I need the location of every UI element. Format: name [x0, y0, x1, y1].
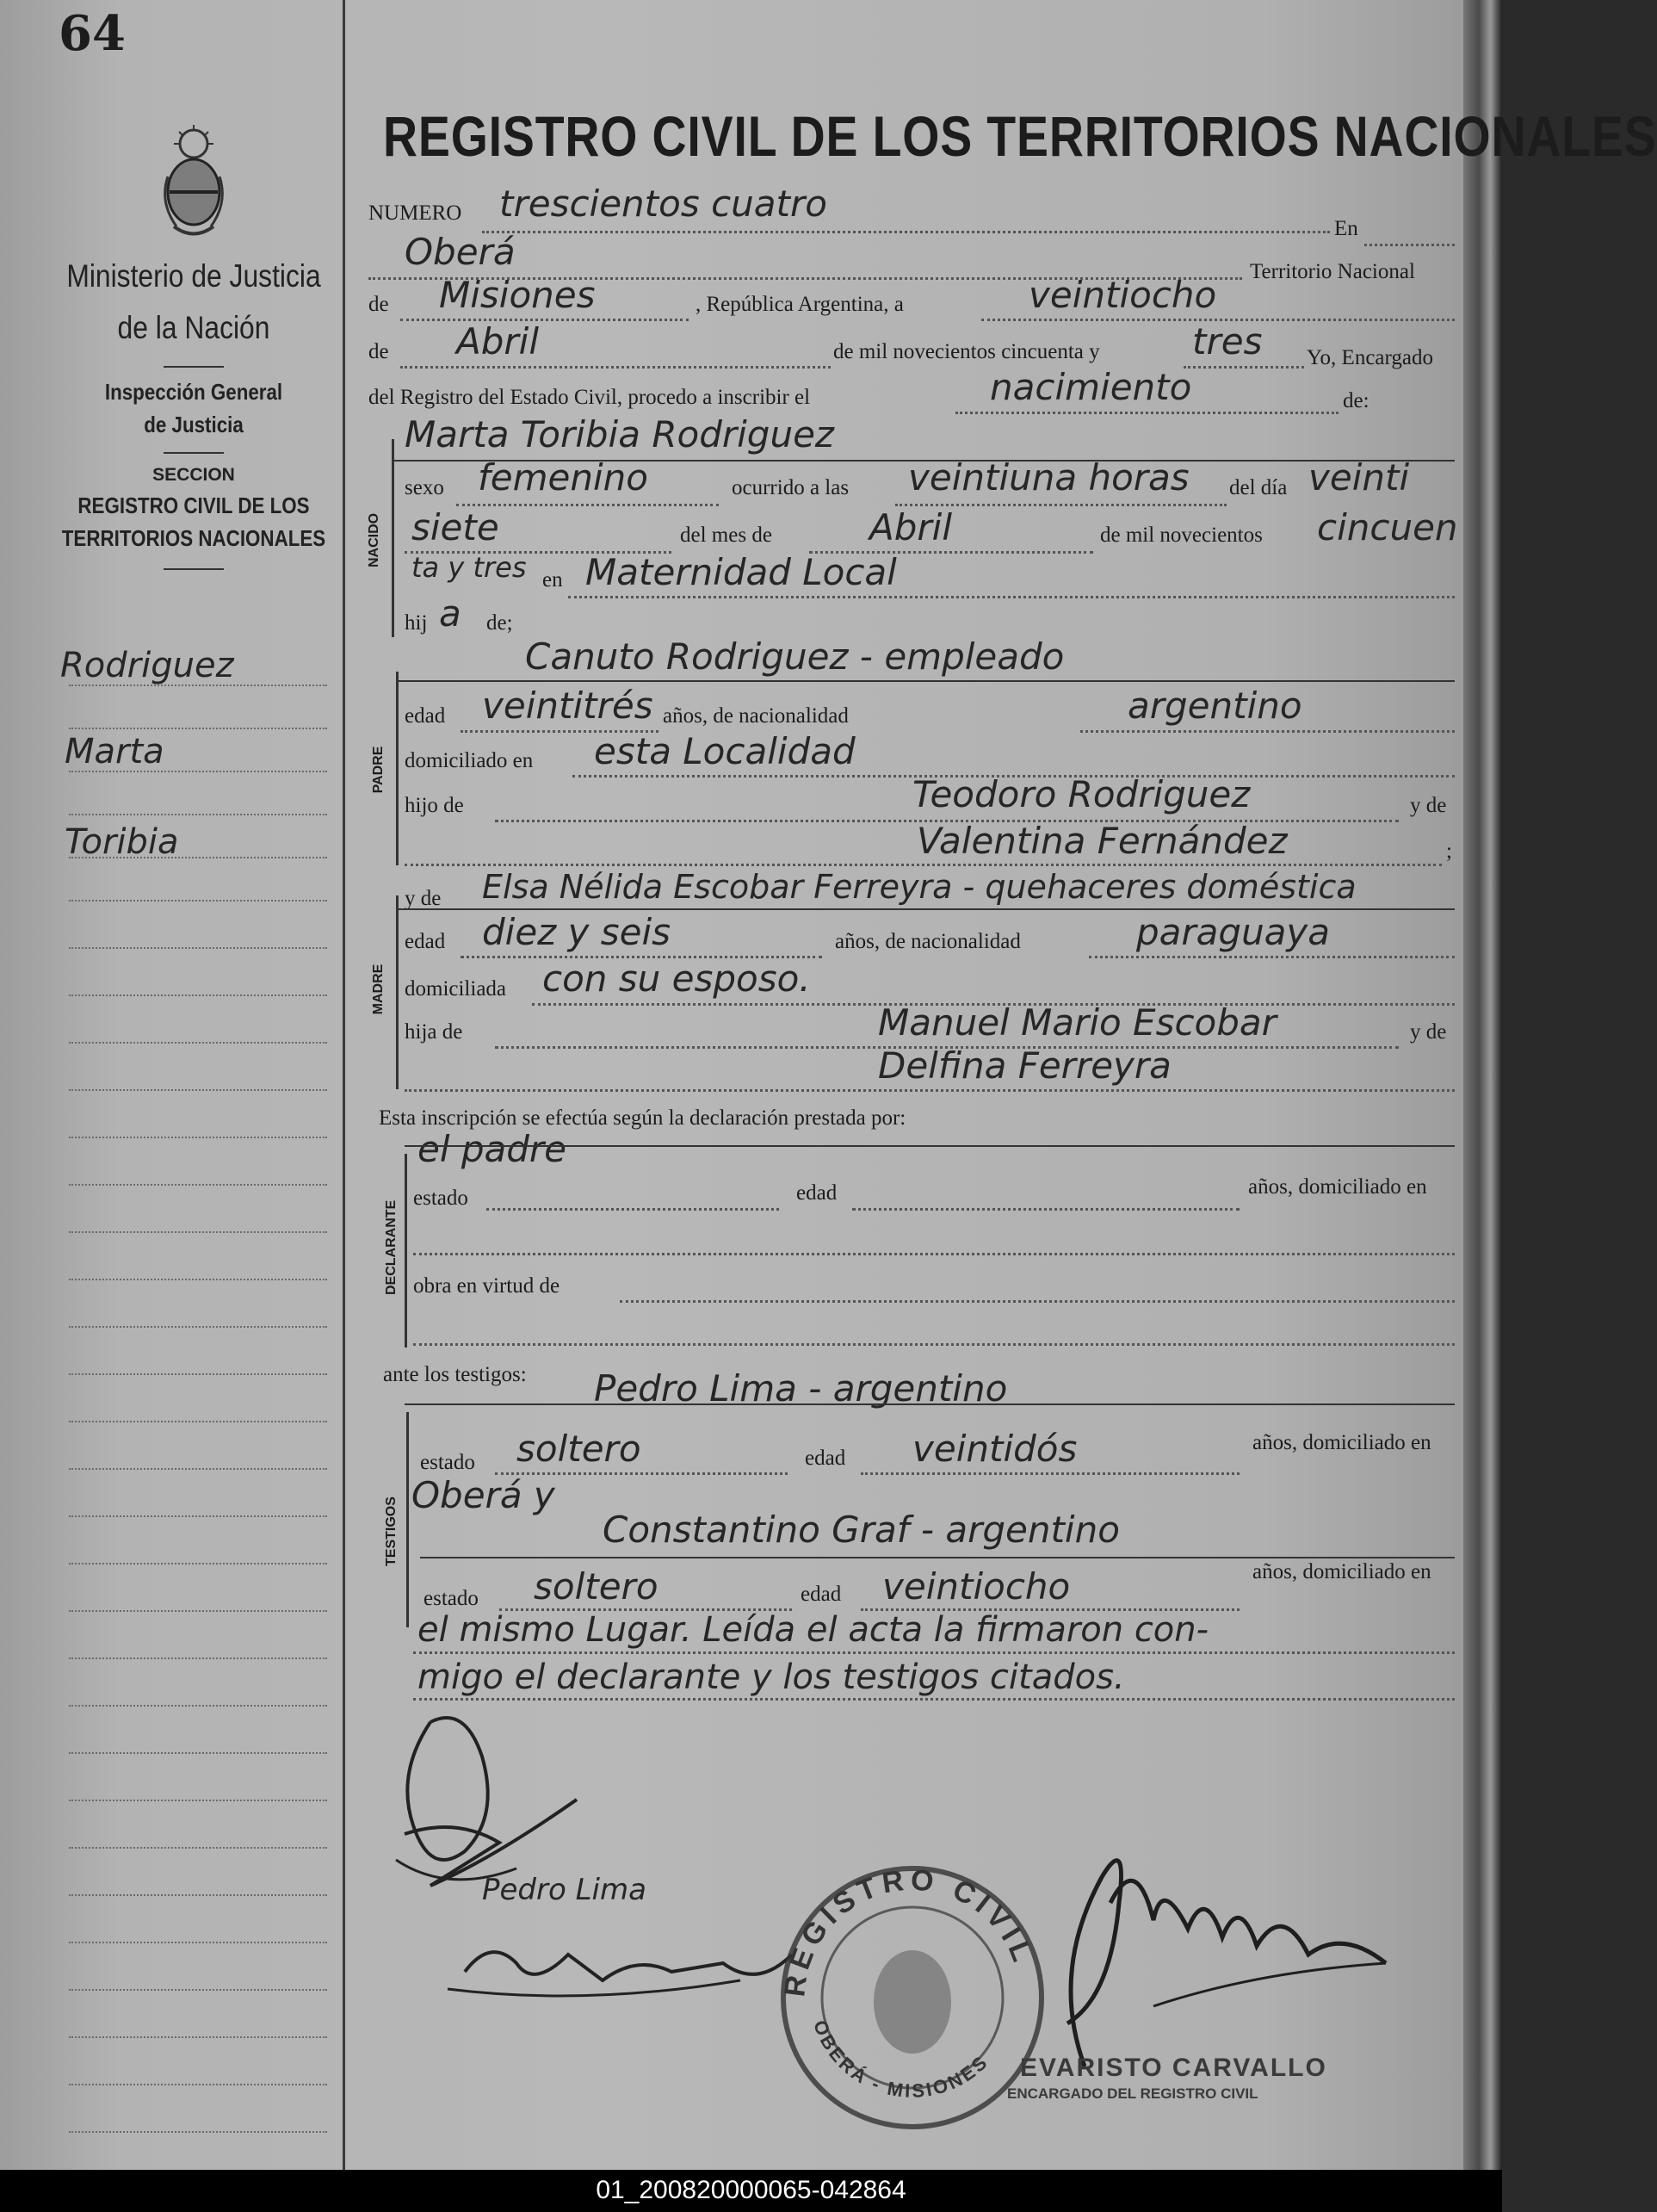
padre-edad-label: edad [405, 704, 446, 728]
page-title: REGISTRO CIVIL DE LOS TERRITORIOS NACIONALES [383, 104, 1657, 168]
t1-dom-value: Oberá y [411, 1474, 555, 1516]
hij-label: hij [405, 611, 428, 635]
t2-estado-label: estado [424, 1587, 479, 1610]
dia-value-2: siete [411, 506, 499, 548]
section-line-1: REGISTRO CIVIL DE LOS [77, 493, 310, 518]
semicolon: ; [1446, 840, 1452, 863]
nacido-side-label: NACIDO [367, 512, 381, 567]
sexo-value: femenino [478, 456, 648, 499]
seal-text-top: REGISTRO CIVIL [778, 1863, 1041, 1998]
place-value: Oberá [405, 231, 516, 273]
declarante-estado-label: estado [413, 1187, 468, 1210]
book-spine [1463, 0, 1502, 2170]
encargado-label: Yo, Encargado [1307, 346, 1433, 369]
stamp-title: ENCARGADO DEL REGISTRO CIVIL [1007, 2085, 1258, 2102]
madre-dom-value: con su esposo. [542, 957, 811, 1000]
month-value: Abril [456, 320, 539, 362]
t1-estado-value: soltero [516, 1428, 641, 1470]
margin-surname: Rodriguez [60, 646, 234, 685]
declarante-anios-label: años, domiciliado en [1248, 1175, 1427, 1199]
inspection-line-1: Inspección General [104, 379, 283, 405]
del-dia-label: del día [1229, 476, 1288, 499]
ocurrido-label: ocurrido a las [732, 476, 850, 499]
t2-edad-value: veintiocho [882, 1565, 1071, 1608]
hora-value: veintiuna horas [908, 456, 1190, 499]
t2-estado-value: soltero [534, 1565, 658, 1608]
declaracion-label: Esta inscripción se efectúa según la declaración prestada por: [379, 1106, 906, 1130]
inspection-line-2: de Justicia [144, 412, 244, 437]
ministry-line-2: de la Nación [117, 310, 270, 345]
anio-value-2: ta y tres [411, 551, 527, 584]
margin-first-name: Marta [65, 732, 164, 771]
t1-estado-label: estado [420, 1451, 475, 1474]
madre-name-value: Elsa Nélida Escobar Ferreyra - quehaceres doméstica [482, 868, 1357, 906]
section-label: SECCION [152, 465, 235, 485]
de-label-2: de [368, 340, 389, 363]
padre-nac-label: años, de nacionalidad [663, 704, 849, 728]
madre-nac-label: años, de nacionalidad [835, 930, 1021, 953]
declarante-edad-label: edad [796, 1181, 838, 1205]
declarante-side-label: DECLARANTE [384, 1199, 399, 1295]
t1-anios-label: años, domiciliado en [1252, 1431, 1431, 1454]
padre-hijo-label: hijo de [405, 794, 464, 817]
madre-edad-value: diez y seis [482, 911, 671, 953]
padre-dom-value: esta Localidad [594, 730, 856, 772]
territorio-value: Misiones [439, 274, 596, 316]
mes-label: del mes de [680, 524, 772, 547]
madre-nac-value: paraguaya [1136, 911, 1331, 953]
dia-value-1: veinti [1308, 456, 1410, 499]
madre-yde-label: y de [405, 887, 442, 910]
day-value: veintiocho [1029, 274, 1217, 316]
divider [164, 452, 224, 454]
hij-value: a [439, 592, 461, 635]
t2-anios-label: años, domiciliado en [1252, 1560, 1431, 1583]
divider [164, 568, 224, 570]
section-line-2: TERRITORIOS NACIONALES [61, 525, 326, 551]
de-colon-label: de: [1343, 389, 1369, 412]
abuela-paterna-value: Valentina Fernández [917, 820, 1288, 862]
margin-second-name: Toribia [65, 822, 179, 862]
testigos-side-label: TESTIGOS [384, 1496, 399, 1566]
de-label: de [368, 293, 389, 316]
padre-nac-value: argentino [1128, 685, 1302, 727]
padre-dom-label: domiciliado en [405, 749, 534, 772]
testigos-label: ante los testigos: [383, 1363, 527, 1386]
registro-label: del Registro del Estado Civil, procedo a inscribir el [368, 386, 811, 409]
nacido-name-value: Marta Toribia Rodriguez [405, 413, 834, 455]
madre-hija-label: hija de [405, 1020, 463, 1044]
signature-name: Pedro Lima [482, 1873, 646, 1907]
seal-text-bottom: OBERÁ - MISIONES [808, 2017, 993, 2103]
obra-label: obra en virtud de [413, 1274, 560, 1298]
padre-yde-label: y de [1410, 794, 1447, 817]
padre-edad-value: veintitrés [482, 685, 653, 727]
page-number: 64 [59, 5, 126, 62]
anio-value-1: cincuen [1317, 506, 1458, 548]
t1-edad-value: veintidós [912, 1428, 1078, 1470]
republica-label: , República Argentina, a [696, 293, 904, 316]
ministry-line-1: Ministerio de Justicia [66, 258, 321, 294]
divider [164, 366, 224, 368]
encargado-signature-icon [981, 1800, 1412, 2092]
numero-value: trescientos cuatro [499, 183, 827, 225]
lugar-value: Maternidad Local [585, 551, 897, 593]
madre-yde2-label: y de [1410, 1020, 1447, 1044]
year-value: tres [1192, 320, 1263, 362]
padre-side-label: PADRE [371, 746, 386, 794]
madre-side-label: MADRE [371, 963, 386, 1015]
testigo-1-value: Pedro Lima - argentino [594, 1367, 1008, 1410]
mes-value: Abril [869, 506, 952, 548]
t1-edad-label: edad [805, 1447, 846, 1470]
t2-edad-label: edad [801, 1583, 842, 1606]
closing-line-2: migo el declarante y los testigos citados. [417, 1657, 1125, 1697]
footer-id: 01_200820000065-042864 [596, 2176, 906, 2204]
testigo-2-value: Constantino Graf - argentino [603, 1509, 1120, 1551]
abuelo-materno-value: Manuel Mario Escobar [878, 1001, 1277, 1044]
sexo-label: sexo [405, 476, 444, 499]
margin-divider [343, 0, 345, 2170]
en-label-2: en [542, 568, 563, 592]
coat-of-arms-icon [155, 125, 232, 241]
testigo-signature-icon [413, 1920, 826, 2015]
act-type-value: nacimiento [990, 366, 1192, 408]
madre-edad-label: edad [405, 930, 446, 953]
en-label: En [1334, 217, 1358, 240]
madre-dom-label: domiciliada [405, 977, 507, 1001]
mil-label: de mil novecientos [1100, 524, 1263, 547]
de-semicolon-label: de; [486, 611, 513, 635]
territorio-label: Territorio Nacional [1250, 260, 1415, 283]
padre-name-value: Canuto Rodriguez - empleado [525, 635, 1065, 678]
declarante-value: el padre [417, 1128, 567, 1170]
abuelo-paterno-value: Teodoro Rodriguez [912, 773, 1251, 815]
stamp-name: EVARISTO CARVALLO [1020, 2054, 1327, 2082]
abuela-materna-value: Delfina Ferreyra [878, 1044, 1172, 1087]
numero-label: NUMERO [368, 201, 462, 225]
closing-line-1: el mismo Lugar. Leída el acta la firmaron con- [417, 1610, 1209, 1650]
year-label: de mil novecientos cincuenta y [833, 340, 1100, 363]
